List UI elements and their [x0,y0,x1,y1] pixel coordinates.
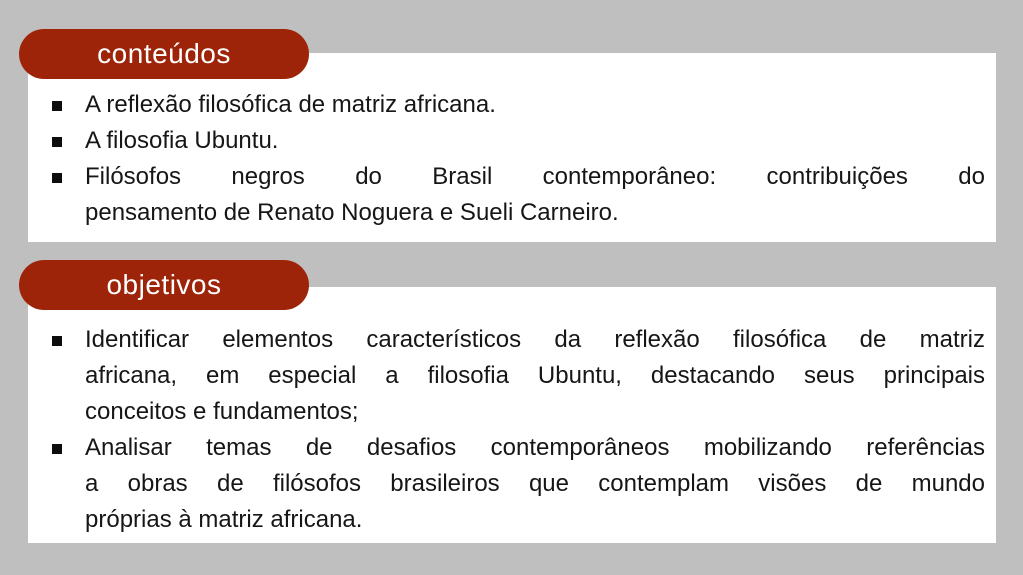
section-header-conteudos [19,29,309,79]
section-header-objetivos [19,260,309,310]
list-item [28,322,996,430]
objetivos-panel [28,287,996,543]
list-item [28,159,996,231]
bullet-text: A filosofia Ubuntu. [85,127,279,154]
bullet-square-icon [52,173,62,183]
section-header-objetivos-label: objetivos [106,269,222,300]
bullet-text: a obras de filósofos brasileiros que contemplam visões de mundo [85,470,985,497]
bullet-text: A reflexão filosófica de matriz africana. [85,91,496,118]
list-item [28,123,996,159]
bullet-square-icon [52,444,62,454]
conteudos-panel [28,53,996,242]
list-item [28,430,996,538]
bullet-text: Analisar temas de desafios contemporâneos mobilizando referências [85,434,985,461]
list-item [28,87,996,123]
bullet-square-icon [52,137,62,147]
bullet-square-icon [52,336,62,346]
bullet-text: pensamento de Renato Noguera e Sueli Carneiro. [85,199,619,226]
bullet-text: Filósofos negros do Brasil contemporâneo: contribuições do [85,163,985,190]
section-header-conteudos-label: conteúdos [97,38,231,69]
bullet-text: próprias à matriz africana. [85,506,363,533]
bullet-square-icon [52,101,62,111]
bullet-text: Identificar elementos característicos da reflexão filosófica de matriz [85,326,985,353]
bullet-text: conceitos e fundamentos; [85,398,359,425]
bullet-text: africana, em especial a filosofia Ubuntu, destacando seus principais [85,362,985,389]
